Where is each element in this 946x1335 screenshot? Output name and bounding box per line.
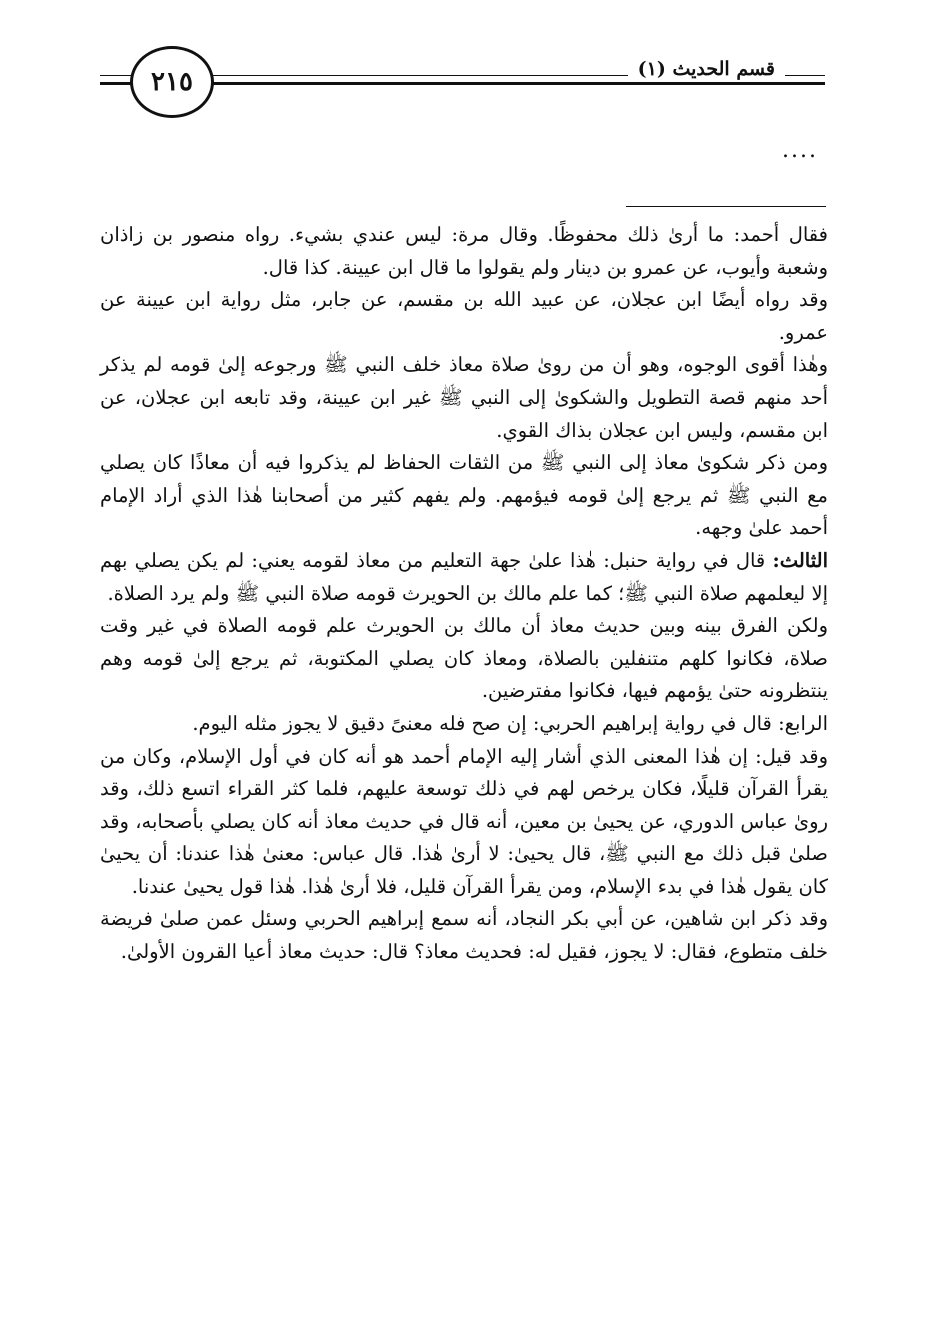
page-number: ٢١٥ <box>130 46 214 118</box>
paragraph <box>100 349 828 447</box>
paragraph-text: فقال أحمد: ما أرىٰ ذلك محفوظًا. وقال مرة: ليس عندي بشيء. رواه منصور بن زاذان وشعبة وأيوب، عن عمرو بن دينار ولم يقولوا ما قال ابن عيينة. كذا قال. <box>100 223 828 279</box>
header-rule-right <box>791 75 825 85</box>
paragraph-text: وقد قيل: إن هٰذا المعنى الذي أشار إليه الإمام أحمد هو أنه كان في أول الإسلام، وكان من يقرأ القرآن قليلًا، فكان يرخص لهم في ذلك توسعة عليهم، فلما كثر القراء اتسع ذلك، وقد روىٰ عباس الدوري، عن يحيىٰ بن معين، أنه قال في حديث معاذ أنه كان يصلي بأصحابه، وقد صلىٰ قبل ذلك مع النبي ﷺ، قال يحيىٰ: لا أرىٰ هٰذا. قال عباس: معنىٰ هٰذا عندنا: أن يحيىٰ كان يقول هٰذا في بدء الإسلام، ومن يقرأ القرآن قليل، فلا أرىٰ هٰذا. هٰذا قول يحيىٰ عندنا. <box>100 744 828 898</box>
paragraph <box>100 545 828 610</box>
paragraph <box>100 447 828 545</box>
paragraph <box>100 903 828 968</box>
paragraph <box>100 219 828 284</box>
paragraph-text: وهٰذا أقوى الوجوه، وهو أن من روىٰ صلاة معاذ خلف النبي ﷺ ورجوعه إلىٰ قومه لم يذكر أحد منهم قصة التطويل والشكوىٰ إلى النبي ﷺ غير ابن عيينة، وقد تابعه ابن عجلان، عن ابن مقسم، وليس ابن عجلان بذاك القوي. <box>100 353 828 442</box>
separator-rule <box>626 206 826 207</box>
body-text <box>100 219 828 969</box>
paragraph-text: وقد ذكر ابن شاهين، عن أبي بكر النجاد، أنه سمع إبراهيم الحربي وسئل عمن صلىٰ فريضة خلف متطوع، فقال: لا يجوز، فقيل له: فحديث معاذ؟ قال: حديث معاذ أعيا القرون الأولىٰ. <box>100 907 828 964</box>
running-title: قسم الحديث (١) <box>628 58 785 80</box>
ellipsis-marker: .... <box>782 138 818 163</box>
paragraph <box>100 284 828 349</box>
paragraph-text: ولكن الفرق بينه وبين حديث معاذ أن مالك بن الحويرث علم قومه الصلاة في غير وقت صلاة، فكانوا كلهم متنفلين بالصلاة، ومعاذ كان يصلي المكتوبة، ثم يرجع إلىٰ قومه وهم ينتظرونه حتىٰ يؤمهم فيها، فكانوا مفترضين. <box>100 614 828 703</box>
paragraph-text: وقد رواه أيضًا ابن عجلان، عن عبيد الله بن مقسم، عن جابر، مثل رواية ابن عيينة عن عمرو. <box>100 288 828 344</box>
section-label: الثالث: <box>772 548 828 572</box>
page-header <box>100 40 825 116</box>
paragraph <box>100 708 828 741</box>
paragraph-text: قال في رواية حنبل: هٰذا علىٰ جهة التعليم من معاذ لقومه يعني: لم يكن يصلي بهم إلا ليعلمهم صلاة النبي ﷺ؛ كما علم مالك بن الحويرث قومه صلاة النبي ﷺ ولم يرد الصلاة. <box>100 548 828 605</box>
paragraph-text: ومن ذكر شكوىٰ معاذ إلى النبي ﷺ من الثقات الحفاظ لم يذكروا فيه أن معاذًا كان يصلي مع النبي ﷺ ثم يرجع إلىٰ قومه فيؤمهم. ولم يفهم كثير من أصحابنا هٰذا الذي أراد الإمام أحمد علىٰ وجهه. <box>100 451 828 540</box>
paragraph <box>100 741 828 904</box>
paragraph-text: الرابع: قال في رواية إبراهيم الحربي: إن صح فله معنىً دقيق لا يجوز مثله اليوم. <box>192 711 828 735</box>
paragraph <box>100 610 828 708</box>
